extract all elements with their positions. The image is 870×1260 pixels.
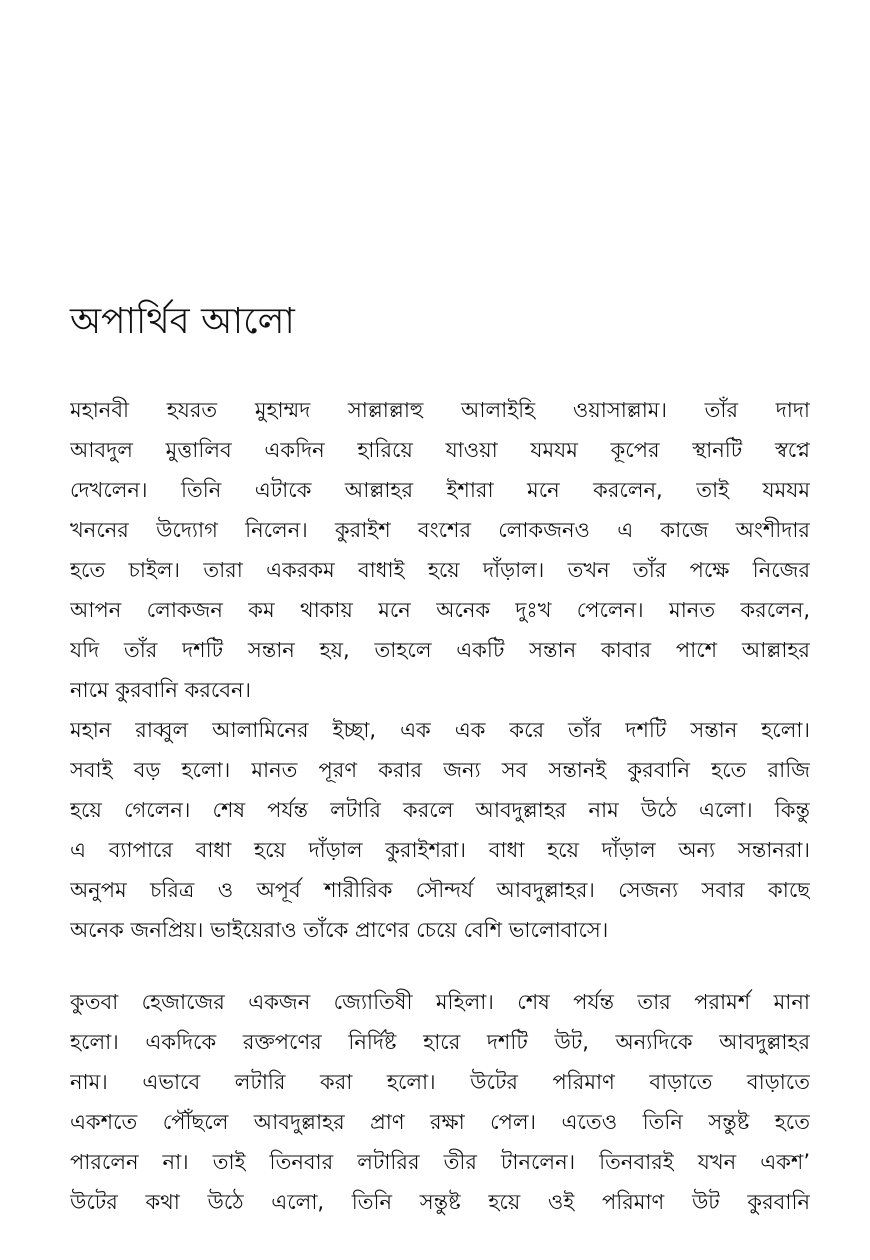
text-line: হলো। একদিকে রক্তপণের নির্দিষ্ট হারে দশটি উট, অন্যদিকে আবদুল্লাহর bbox=[70, 1030, 810, 1054]
text-line: যদি তাঁর দশটি সন্তান হয়, তাহলে একটি সন্তান কাবার পাশে আল্লাহর bbox=[70, 638, 810, 662]
text-line: খননের উদ্যোগ নিলেন। কুরাইশ বংশের লোকজনও এ কাজে অংশীদার bbox=[70, 518, 810, 542]
text-line: নামে কুরবানি করবেন। bbox=[70, 678, 252, 702]
text-line: উটের কথা উঠে এলো, তিনি সন্তুষ্ট হয়ে ওই পরিমাণ উট কুরবানি bbox=[70, 1190, 810, 1214]
text-line: আপন লোকজন কম থাকায় মনে অনেক দুঃখ পেলেন। মানত করলেন, bbox=[70, 598, 810, 622]
paragraph-2 bbox=[70, 710, 810, 950]
text-line: নাম। এভাবে লটারি করা হলো। উটের পরিমাণ বাড়াতে বাড়াতে bbox=[70, 1070, 810, 1094]
text-line: দেখলেন। তিনি এটাকে আল্লাহর ইশারা মনে করলেন, তাই যমযম bbox=[70, 478, 810, 502]
text-line: একশতে পৌঁছলে আবদুল্লাহর প্রাণ রক্ষা পেল। এতেও তিনি সন্তুষ্ট হতে bbox=[70, 1110, 810, 1134]
text-line: অনেক জনপ্রিয়। ভাইয়েরাও তাঁকে প্রাণের চেয়ে বেশি ভালোবাসে। bbox=[70, 918, 609, 942]
paragraph-1 bbox=[70, 390, 810, 710]
paragraph-3 bbox=[70, 982, 810, 1222]
text-line: সবাই বড় হলো। মানত পূরণ করার জন্য সব সন্তানই কুরবানি হতে রাজি bbox=[70, 758, 810, 782]
text-line: পারলেন না। তাই তিনবার লটারির তীর টানলেন। তিনবারই যখন একশ’ bbox=[70, 1150, 810, 1174]
text-line: মহান রাব্বুল আলামিনের ইচ্ছা, এক এক করে তাঁর দশটি সন্তান হলো। bbox=[70, 718, 810, 742]
text-line: এ ব্যাপারে বাধা হয়ে দাঁড়াল কুরাইশরা। বাধা হয়ে দাঁড়াল অন্য সন্তানরা। bbox=[70, 838, 810, 862]
text-line: হতে চাইল। তারা একরকম বাধাই হয়ে দাঁড়াল। তখন তাঁর পক্ষে নিজের bbox=[70, 558, 810, 582]
text-line: মহানবী হযরত মুহাম্মদ সাল্লাল্লাহু আলাইহি ওয়াসাল্লাম। তাঁর দাদা bbox=[70, 398, 810, 422]
chapter-title: অপার্থিব আলো bbox=[70, 301, 295, 342]
text-line: আবদুল মুত্তালিব একদিন হারিয়ে যাওয়া যমযম কূপের স্থানটি স্বপ্নে bbox=[70, 438, 810, 462]
text-line: অনুপম চরিত্র ও অপূর্ব শারীরিক সৌন্দর্য আবদুল্লাহর। সেজন্য সবার কাছে bbox=[70, 878, 810, 902]
text-line: হয়ে গেলেন। শেষ পর্যন্ত লটারি করলে আবদুল্লাহর নাম উঠে এলো। কিন্তু bbox=[70, 798, 810, 822]
text-line: কুতবা হেজাজের একজন জ্যোতিষী মহিলা। শেষ পর্যন্ত তার পরামর্শ মানা bbox=[70, 990, 810, 1014]
